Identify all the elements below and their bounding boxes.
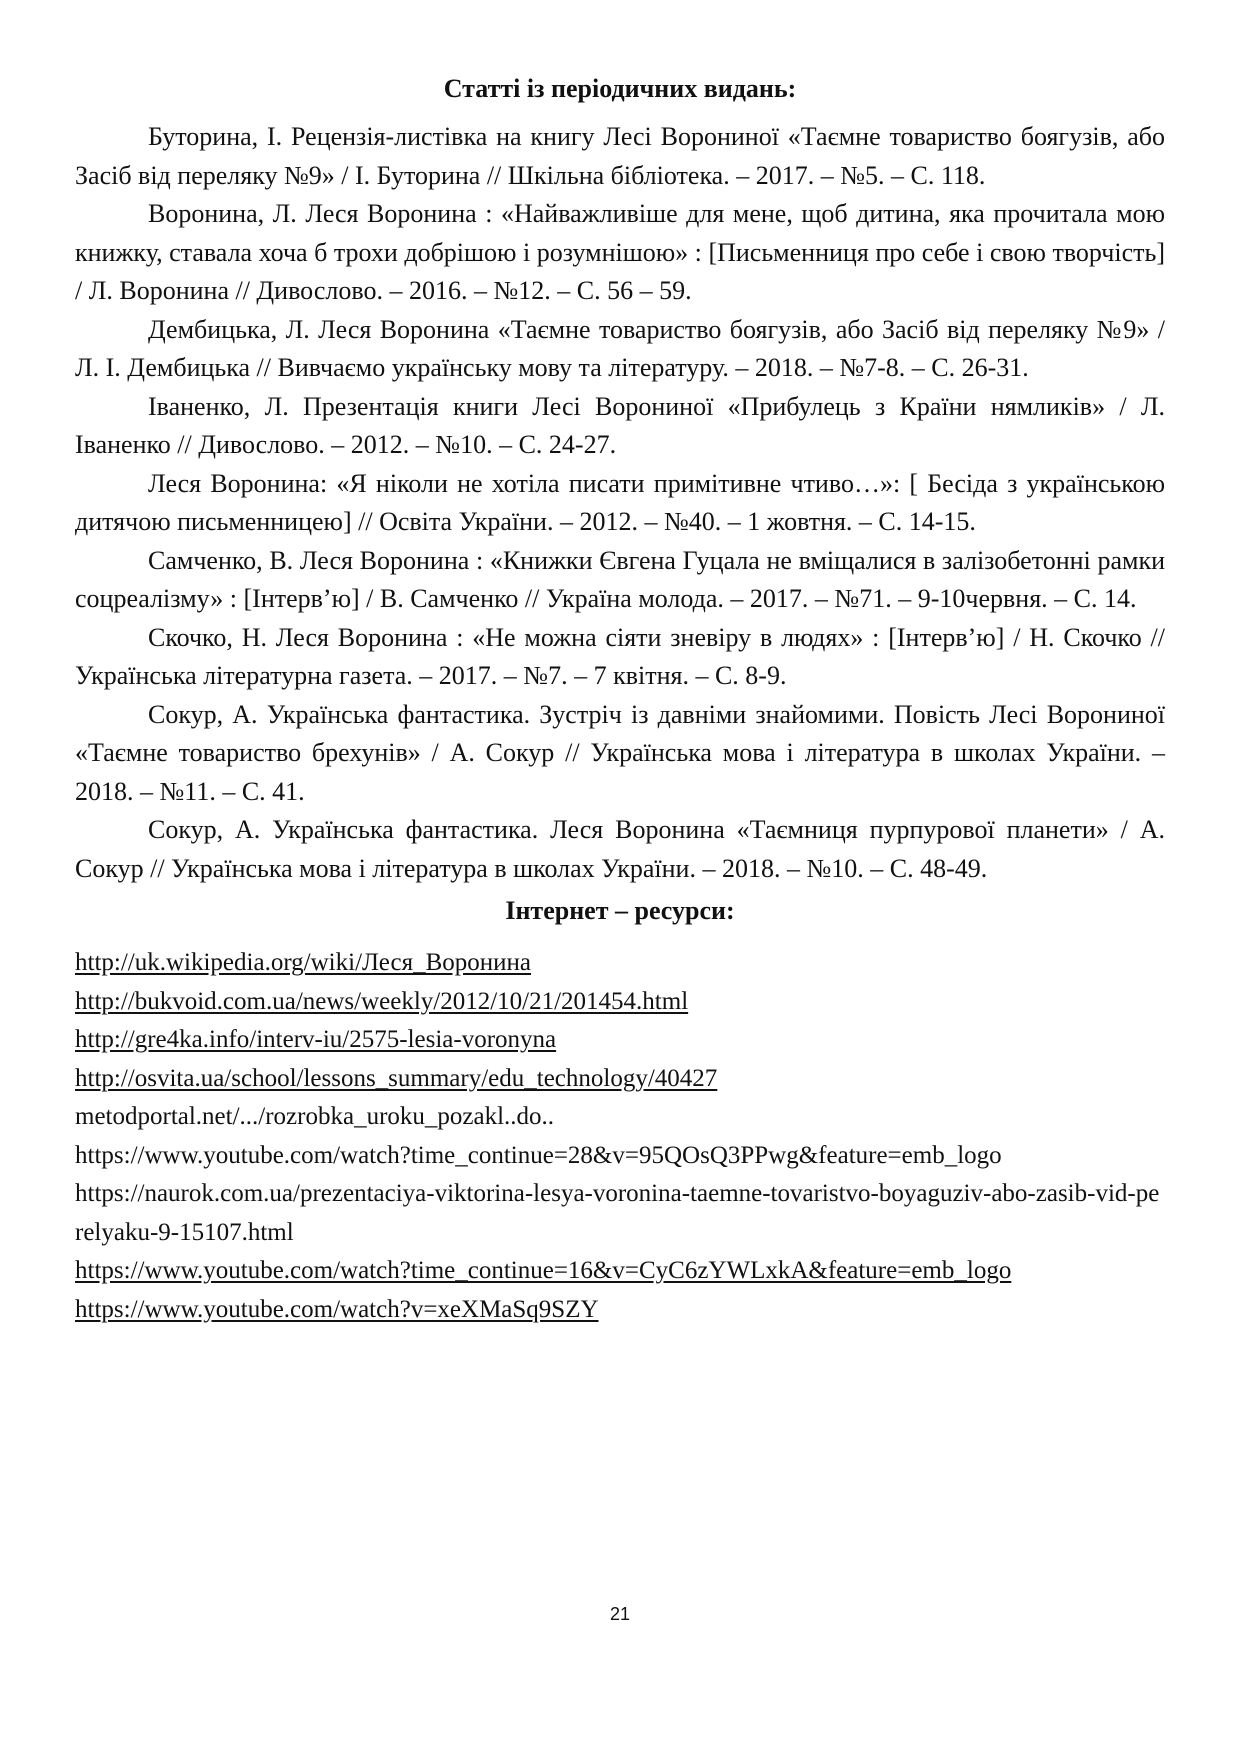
page-content	[75, 70, 1165, 1329]
bibliography-entry: Самченко, В. Леся Воронина : «Книжки Євгена Гуцала не вміщалися в залізобетонні рамки соцреалізму» : [Інтерв’ю] / В. Самченко // Україна молода. – 2017. – №71. – 9-10червня. – С. 14.	[75, 545, 1165, 613]
resource-link[interactable]: https://naurok.com.ua/prezentaciya-viktorina-lesya-voronina-taemne-tovaristvo-boyaguziv-abo-zasib-vid-perelyaku-9-15107.html	[75, 1180, 1160, 1246]
resource-link[interactable]: http://gre4ka.info/interv-iu/2575-lesia-voronyna	[75, 1026, 557, 1053]
periodicals-heading: Статті із періодичних видань:	[443, 74, 797, 103]
resource-link[interactable]: metodportal.net/.../rozrobka_uroku_pozakl..do..	[75, 1103, 555, 1130]
bibliography-entry: Леся Воронина: «Я ніколи не хотіла писати примітивне чтиво…»: [ Бесіда з українською дитячою письменницею] // Освіта України. – 2012. – №40. – 1 жовтня. – С. 14-15.	[75, 468, 1165, 536]
bibliography-entry: Дембицька, Л. Леся Воронина «Таємне товариство боягузів, або Засіб від переляку №9» / Л. І. Дембицька // Вивчаємо українську мову та літературу. – 2018. – №7-8. – С. 26-31.	[75, 314, 1165, 382]
page-number: 21	[609, 1604, 631, 1624]
bibliography-entry: Скочко, Н. Леся Воронина : «Не можна сіяти зневіру в людях» : [Інтерв’ю] / Н. Скочко // Українська літературна газета. – 2017. – №7. – 7 квітня. – С. 8-9.	[75, 622, 1165, 690]
resource-link[interactable]: http://bukvoid.com.ua/news/weekly/2012/10/21/201454.html	[75, 987, 689, 1015]
resource-link[interactable]: http://osvita.ua/school/lessons_summary/edu_technology/40427	[75, 1064, 718, 1092]
periodicals-list	[75, 118, 1165, 888]
bibliography-entry: Іваненко, Л. Презентація книги Лесі Ворониної «Прибулець з Країни нямликів» / Л. Іваненко // Дивослово. – 2012. – №10. – С. 24-27.	[75, 391, 1165, 459]
resource-link[interactable]: https://www.youtube.com/watch?time_continue=16&v=CyC6zYWLxkA&feature=emb_logo	[75, 1257, 1012, 1284]
bibliography-entry: Воронина, Л. Леся Воронина : «Найважливіше для мене, щоб дитина, яка прочитала мою книжку, ставала хоча б трохи добрішою і розумнішою» : [Письменниця про себе і свою творчість] / Л. Воронина // Дивослово. – 2016. – №12. – С. 56 – 59.	[75, 199, 1165, 305]
internet-resources-list	[75, 944, 1165, 1329]
bibliography-entry: Сокур, А. Українська фантастика. Зустріч із давніми знайомими. Повість Лесі Ворониної «Таємне товариство брехунів» / А. Сокур // Українська мова і література в школах України. – 2018. – №11. – С. 41.	[75, 699, 1165, 806]
resource-link[interactable]: http://uk.wikipedia.org/wiki/Леся_Воронина	[75, 949, 532, 976]
bibliography-entry: Сокур, А. Українська фантастика. Леся Воронина «Таємниця пурпурової планети» / А. Сокур // Українська мова і література в школах України. – 2018. – №10. – С. 48-49.	[75, 815, 1165, 883]
bibliography-entry: Буторина, І. Рецензія-листівка на книгу Лесі Ворониної «Таємне товариство боягузів, або Засіб від переляку №9» / І. Буторина // Шкільна бібліотека. – 2017. – №5. – С. 118.	[75, 122, 1165, 190]
internet-resources-heading: Інтернет – ресурси:	[505, 896, 735, 925]
resource-link[interactable]: https://www.youtube.com/watch?v=xeXMaSq9SZY	[75, 1295, 599, 1323]
resource-link[interactable]: https://www.youtube.com/watch?time_continue=28&v=95QOsQ3PPwg&feature=emb_logo	[75, 1141, 1002, 1169]
